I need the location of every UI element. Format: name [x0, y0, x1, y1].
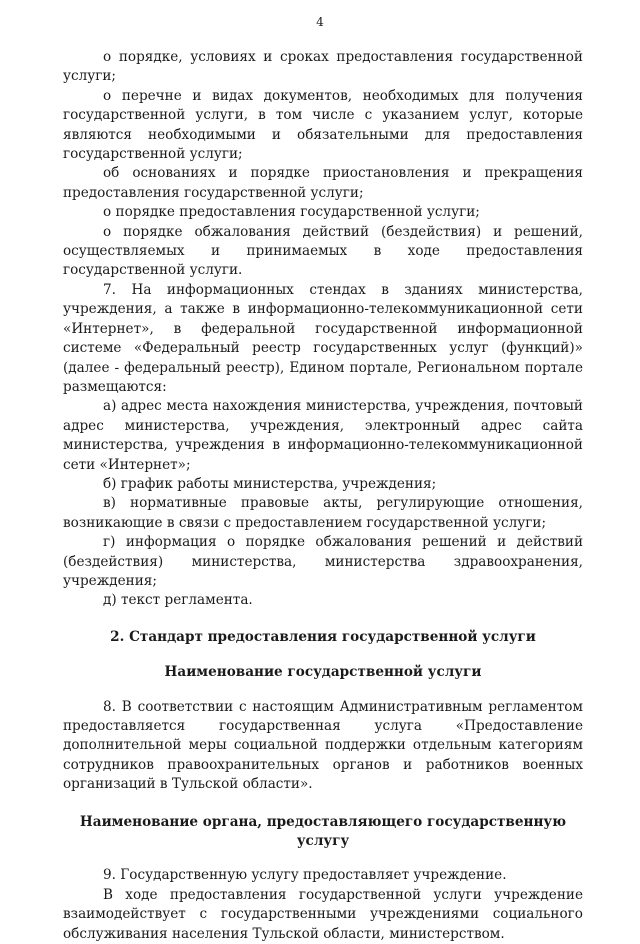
item-b-schedule: б) график работы министерства, учреждения;	[103, 475, 437, 492]
item-c-legal-acts: в) нормативные правовые акты, регулирующие отношения, возникающие в связи с предоставлением государственной услуги;	[63, 495, 583, 531]
document-body	[63, 48, 583, 944]
section-heading: 2. Стандарт предоставления государственной услуги	[110, 628, 536, 645]
paragraph-interaction: В ходе предоставления государственной услуги учреждение взаимодействует с государственными учреждениями социального обслуживания населения Тульской области, министерством.	[63, 886, 583, 942]
paragraph-document-list: о перечне и видах документов, необходимых для получения государственной услуги, в том числе с указанием услуг, которые являются необходимыми и обязательными для предоставления государственной услуги;	[63, 87, 583, 163]
paragraph-appeal-procedure: о порядке обжалования действий (бездействия) и решений, осуществляемых и принимаемых в ходе предоставления государственной услуги.	[63, 223, 583, 279]
item-d-appeal-info: г) информация о порядке обжалования решений и действий (бездействия) министерства, министерства здравоохранения, учреждения;	[63, 534, 583, 589]
paragraph-8-service-name: 8. В соответствии с настоящим Административным регламентом предоставляется государственная услуга «Предоставление дополнительной меры социальной поддержки отдельным категориям сотрудников правоохранительных органов и работников военных организаций в Тульской области».	[63, 698, 583, 793]
item-e-regulation-text: д) текст регламента.	[103, 592, 253, 609]
paragraph-procedure-conditions: о порядке, условиях и сроках предоставления государственной услуги;	[63, 49, 583, 85]
subheading-providing-body: Наименование органа, предоставляющего государственную услугу	[79, 813, 567, 850]
item-a-address: а) адрес места нахождения министерства, учреждения, почтовый адрес министерства, учреждения, электронный адрес сайта министерства, учреждения в информационно-телекоммуникационной сети «Интернет»;	[63, 398, 583, 473]
subheading-service-name: Наименование государственной услуги	[164, 664, 482, 681]
paragraph-suspension-grounds: об основаниях и порядке приостановления и прекращения предоставления государственной услуги;	[63, 165, 583, 201]
paragraph-provision-procedure: о порядке предоставления государственной услуги;	[103, 204, 480, 221]
page-number: 4	[316, 15, 324, 29]
paragraph-9-provider: 9. Государственную услугу предоставляет учреждение.	[103, 867, 507, 884]
paragraph-7-information-stands: 7. На информационных стендах в зданиях министерства, учреждения, а также в информационно-телекоммуникационной сети «Интернет», в федеральной государственной информационной системе «Федеральный реестр государственных услуг (функций)» (далее - федеральный реестр), Едином портале, Региональном портале размещаются:	[63, 281, 583, 395]
